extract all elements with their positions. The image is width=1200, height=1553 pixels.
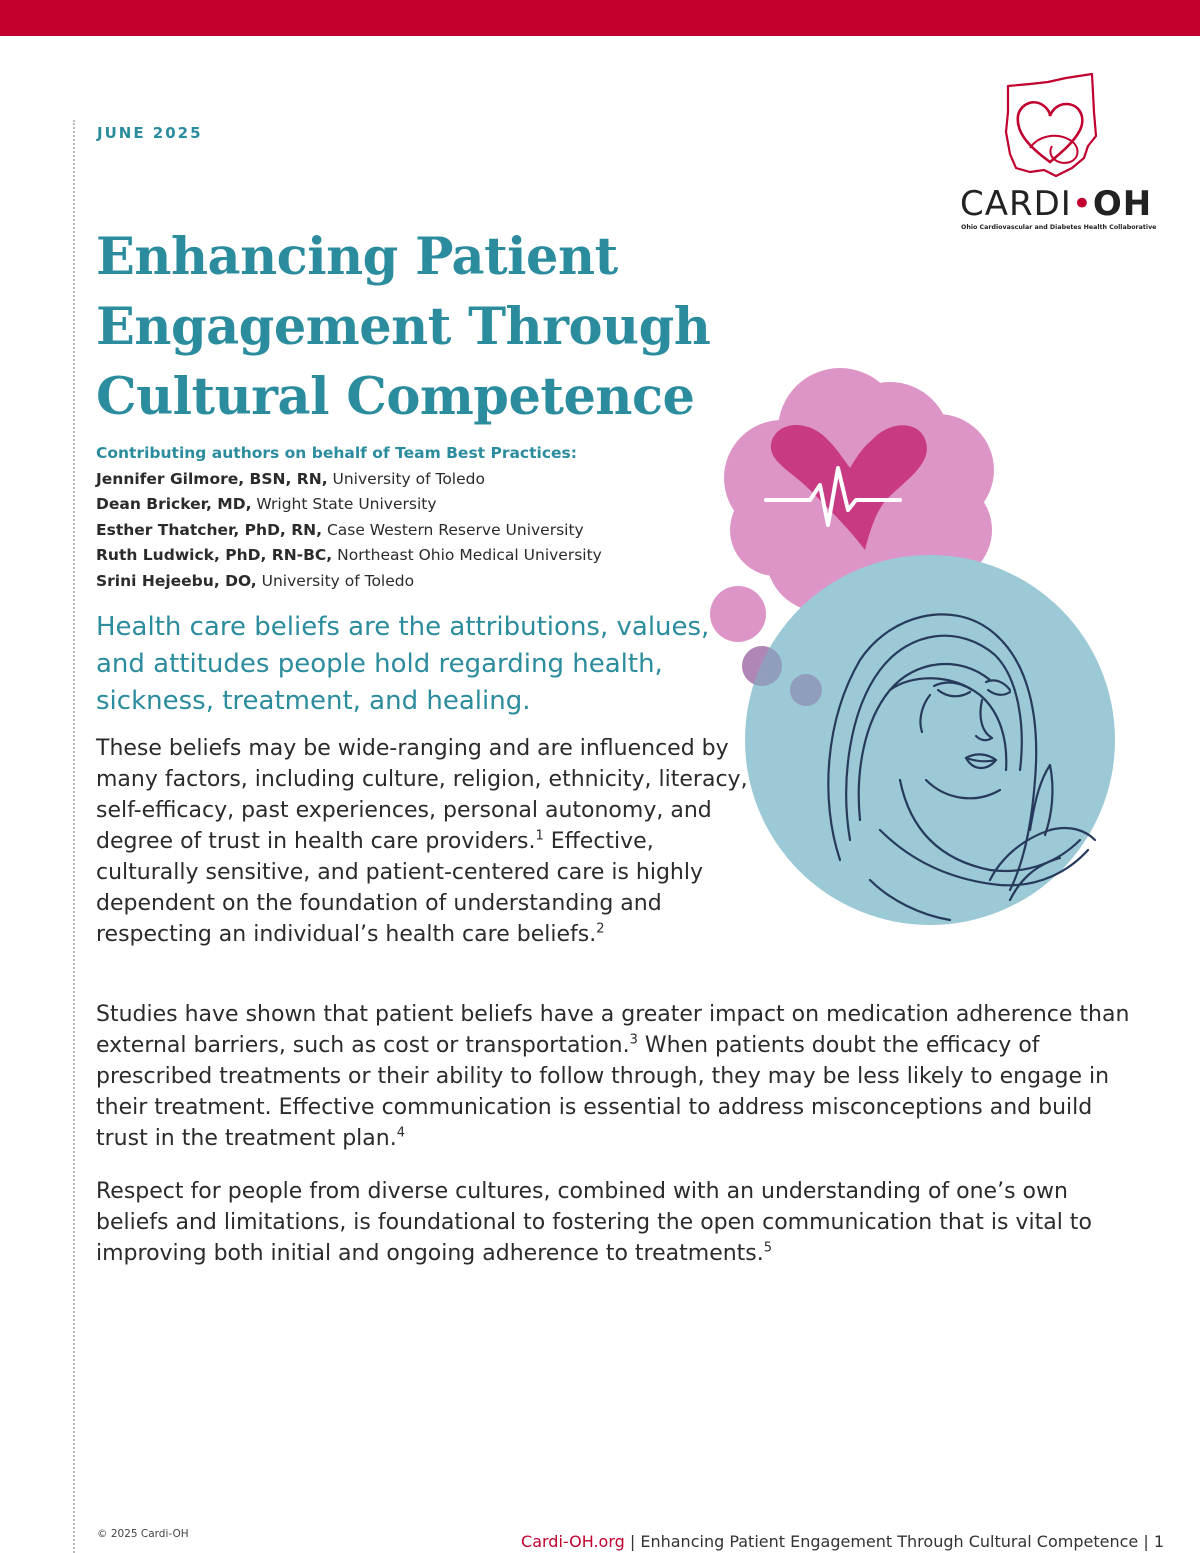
copyright: © 2025 Cardi-OH [97,1528,189,1540]
site-link[interactable]: Cardi-OH.org [521,1532,625,1551]
ohio-heart-icon [1000,72,1110,182]
author-row: Esther Thatcher, PhD, RN, Case Western Reserve University [96,520,584,539]
background-circle [745,555,1115,925]
body-paragraph-1: These beliefs may be wide-ranging and are influenced by many factors, including culture, religion, ethnicity, literacy, self-efficacy, past experiences, personal autonomy, and degree of trust in health care providers.$^1$ Effective, culturally sensitive, and patient-centered care is highly dependent on the foundation of understanding and respecting an individual’s health care beliefs.$^2$ [96,736,748,947]
author-row: Jennifer Gilmore, BSN, RN, University of Toledo [96,469,485,488]
author-row: Srini Hejeebu, DO, University of Toledo [96,571,415,590]
author-list [96,441,736,594]
woman-heart-thought-illustration [690,360,1130,940]
authors-lead: Contributing authors on behalf of Team Best Practices: [96,444,577,462]
issue-date: JUNE 2025 [97,124,203,142]
cardi-oh-logo [950,72,1160,232]
margin-rule [73,120,75,1553]
lede-paragraph: Health care beliefs are the attributions, values, and attitudes people hold regarding health, sickness, treatment, and healing. [96,612,710,716]
page-title: Enhancing Patient Engagement Through Cultural Competence [96,227,711,427]
footer-running-title: Cardi-OH.org | Enhancing Patient Engagement Through Cultural Competence | 1 [521,1532,1164,1551]
page-number: 1 [1153,1532,1164,1551]
top-banner [0,0,1200,36]
body-paragraph-2: Studies have shown that patient beliefs have a greater impact on medication adherence than external barriers, such as cost or transportation.$^3$ When patients doubt the efficacy of prescribed treatments or their ability to follow through, they may be less likely to engage in their treatment. Effective communication is essential to address misconceptions and build trust in the treatment plan.$^4$ [96,1002,1130,1151]
logo-wordmark: CARDI•OH [960,184,1153,224]
author-row: Ruth Ludwick, PhD, RN-BC, Northeast Ohio Medical University [96,546,602,564]
logo-subtitle: Ohio Cardiovascular and Diabetes Health Collaborative [961,224,1157,231]
author-row: Dean Bricker, MD, Wright State University [96,495,437,513]
body-paragraph-3: Respect for people from diverse cultures, combined with an understanding of one’s own beliefs and limitations, is foundational to fostering the open communication that is vital to improving both initial and ongoing adherence to treatments.$^5$ [96,1179,1092,1266]
